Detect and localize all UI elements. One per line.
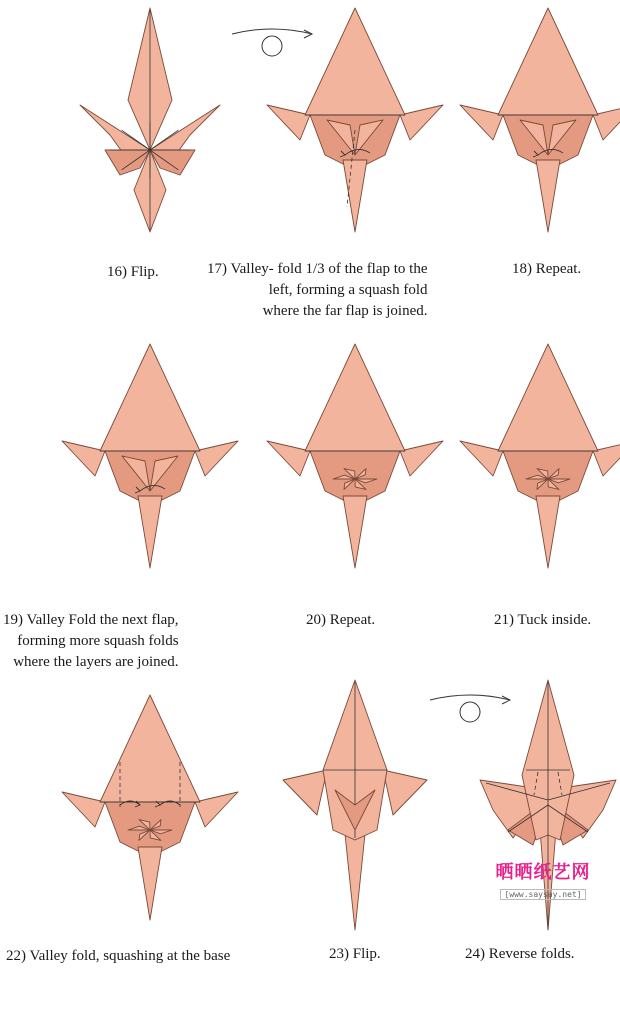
figure-step-16	[80, 8, 220, 232]
caption-step-17: 17) Valley- fold 1/3 of the flap to the left, forming a squash fold where the far flap is joined.	[207, 261, 428, 319]
flip-symbol-step-24	[430, 695, 510, 722]
caption-step-22: 22) Valley fold, squashing at the base	[6, 948, 231, 964]
caption-step-20: 20) Repeat.	[306, 612, 376, 628]
figure-step-17	[267, 8, 443, 232]
flip-symbol-step-17	[232, 29, 312, 56]
figure-step-18	[460, 8, 620, 232]
figure-step-20	[267, 344, 443, 568]
caption-step-19: 19) Valley Fold the next flap, forming more squash folds where the layers are joined.	[3, 612, 179, 670]
figure-step-22	[62, 695, 238, 920]
caption-step-16: 16) Flip.	[107, 264, 159, 280]
figure-step-23	[283, 680, 427, 930]
figure-step-19	[62, 344, 238, 568]
watermark-url: [www.saysay.net]	[500, 889, 585, 900]
caption-step-24: 24) Reverse folds.	[465, 946, 575, 962]
figure-step-21	[460, 344, 620, 568]
watermark-logo: 晒晒纸艺网	[495, 862, 591, 883]
caption-step-23: 23) Flip.	[329, 946, 381, 962]
caption-step-21: 21) Tuck inside.	[494, 612, 592, 628]
watermark	[488, 858, 598, 902]
caption-step-18: 18) Repeat.	[512, 261, 582, 277]
